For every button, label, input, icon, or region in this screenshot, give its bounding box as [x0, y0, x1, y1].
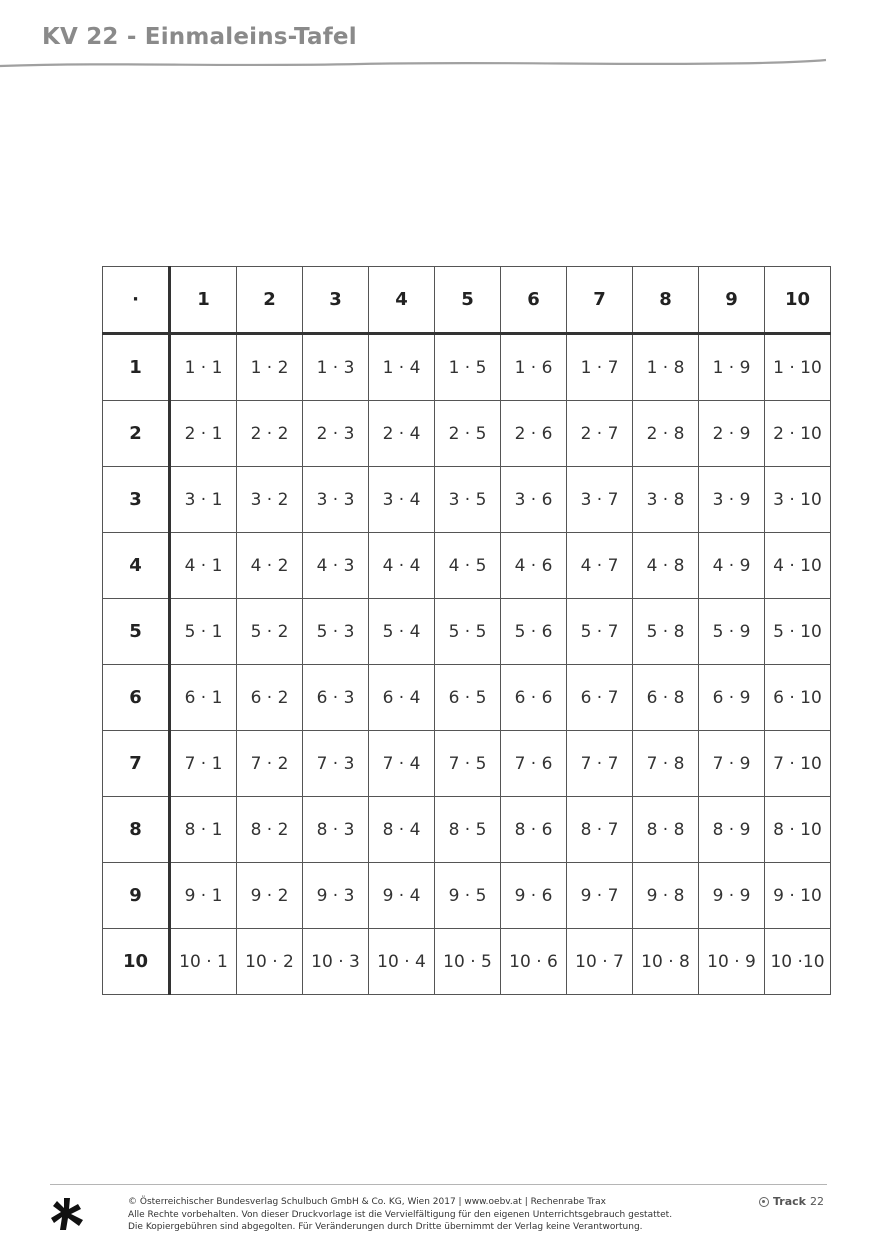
product-cell: 5 · 7	[567, 599, 633, 665]
copyright-line-3: Die Kopiergebühren sind abgegolten. Für Veränderungen durch Dritte übernimmt der Verlag keine Verantwortung.	[128, 1222, 643, 1232]
product-cell: 1 · 8	[633, 334, 699, 401]
row-header: 5	[103, 599, 170, 665]
product-cell: 2 · 3	[303, 401, 369, 467]
table-row	[103, 599, 831, 665]
product-cell: 6 · 7	[567, 665, 633, 731]
track-indicator	[759, 1195, 824, 1208]
product-cell: 8 · 10	[765, 797, 831, 863]
row-header: 4	[103, 533, 170, 599]
circle-dot-icon	[759, 1197, 769, 1207]
table-header-row	[103, 267, 831, 334]
product-cell: 3 · 3	[303, 467, 369, 533]
product-cell: 3 · 7	[567, 467, 633, 533]
product-cell: 1 · 3	[303, 334, 369, 401]
product-cell: 3 · 10	[765, 467, 831, 533]
product-cell: 4 · 5	[435, 533, 501, 599]
column-header: 2	[237, 267, 303, 334]
product-cell: 8 · 3	[303, 797, 369, 863]
product-cell: 8 · 2	[237, 797, 303, 863]
product-cell: 8 · 6	[501, 797, 567, 863]
oebv-logo-icon	[50, 1196, 86, 1232]
track-label: Track	[773, 1195, 806, 1208]
column-header: 4	[369, 267, 435, 334]
product-cell: 2 · 10	[765, 401, 831, 467]
row-header: 1	[103, 334, 170, 401]
table-row	[103, 334, 831, 401]
product-cell: 5 · 5	[435, 599, 501, 665]
product-cell: 9 · 1	[170, 863, 237, 929]
column-header: 5	[435, 267, 501, 334]
product-cell: 5 · 4	[369, 599, 435, 665]
product-cell: 10 · 9	[699, 929, 765, 995]
product-cell: 9 · 2	[237, 863, 303, 929]
product-cell: 6 · 6	[501, 665, 567, 731]
product-cell: 10 · 8	[633, 929, 699, 995]
table-row	[103, 863, 831, 929]
product-cell: 9 · 4	[369, 863, 435, 929]
product-cell: 4 · 10	[765, 533, 831, 599]
table-row	[103, 533, 831, 599]
product-cell: 6 · 8	[633, 665, 699, 731]
product-cell: 10 · 5	[435, 929, 501, 995]
product-cell: 5 · 1	[170, 599, 237, 665]
product-cell: 1 · 7	[567, 334, 633, 401]
column-header: 7	[567, 267, 633, 334]
product-cell: 5 · 10	[765, 599, 831, 665]
table-row	[103, 731, 831, 797]
product-cell: 10 · 6	[501, 929, 567, 995]
row-header: 7	[103, 731, 170, 797]
column-header: 10	[765, 267, 831, 334]
product-cell: 7 · 4	[369, 731, 435, 797]
footer-divider	[50, 1184, 827, 1185]
product-cell: 8 · 9	[699, 797, 765, 863]
table-row	[103, 665, 831, 731]
product-cell: 8 · 1	[170, 797, 237, 863]
product-cell: 3 · 1	[170, 467, 237, 533]
product-cell: 6 · 4	[369, 665, 435, 731]
column-header: 8	[633, 267, 699, 334]
product-cell: 2 · 2	[237, 401, 303, 467]
product-cell: 6 · 2	[237, 665, 303, 731]
product-cell: 1 · 2	[237, 334, 303, 401]
product-cell: 9 · 10	[765, 863, 831, 929]
product-cell: 1 · 10	[765, 334, 831, 401]
product-cell: 9 · 8	[633, 863, 699, 929]
product-cell: 2 · 1	[170, 401, 237, 467]
product-cell: 10 · 7	[567, 929, 633, 995]
column-header: 1	[170, 267, 237, 334]
row-header: 3	[103, 467, 170, 533]
product-cell: 4 · 4	[369, 533, 435, 599]
product-cell: 6 · 1	[170, 665, 237, 731]
copyright-notice	[128, 1196, 728, 1234]
row-header: 6	[103, 665, 170, 731]
product-cell: 1 · 5	[435, 334, 501, 401]
table-row	[103, 467, 831, 533]
product-cell: 4 · 1	[170, 533, 237, 599]
product-cell: 10 · 3	[303, 929, 369, 995]
copyright-line-2: Alle Rechte vorbehalten. Von dieser Druckvorlage ist die Vervielfältigung für den eigenen Unterrichtsgebrauch gestattet.	[128, 1209, 673, 1220]
product-cell: 4 · 2	[237, 533, 303, 599]
product-cell: 3 · 9	[699, 467, 765, 533]
product-cell: 7 · 1	[170, 731, 237, 797]
product-cell: 1 · 6	[501, 334, 567, 401]
table-row	[103, 797, 831, 863]
product-cell: 5 · 6	[501, 599, 567, 665]
product-cell: 2 · 9	[699, 401, 765, 467]
product-cell: 3 · 4	[369, 467, 435, 533]
multiplication-table	[102, 266, 831, 995]
column-header: 9	[699, 267, 765, 334]
table-row	[103, 401, 831, 467]
track-number: 22	[810, 1195, 824, 1208]
product-cell: 4 · 9	[699, 533, 765, 599]
product-cell: 2 · 4	[369, 401, 435, 467]
product-cell: 2 · 8	[633, 401, 699, 467]
column-header: 3	[303, 267, 369, 334]
product-cell: 7 · 7	[567, 731, 633, 797]
product-cell: 9 · 9	[699, 863, 765, 929]
product-cell: 1 · 4	[369, 334, 435, 401]
product-cell: 3 · 5	[435, 467, 501, 533]
product-cell: 4 · 6	[501, 533, 567, 599]
product-cell: 7 · 2	[237, 731, 303, 797]
row-header: 9	[103, 863, 170, 929]
product-cell: 9 · 5	[435, 863, 501, 929]
product-cell: 10 · 4	[369, 929, 435, 995]
product-cell: 4 · 3	[303, 533, 369, 599]
product-cell: 8 · 4	[369, 797, 435, 863]
product-cell: 8 · 7	[567, 797, 633, 863]
product-cell: 6 · 10	[765, 665, 831, 731]
product-cell: 3 · 6	[501, 467, 567, 533]
product-cell: 5 · 2	[237, 599, 303, 665]
product-cell: 5 · 9	[699, 599, 765, 665]
product-cell: 7 · 10	[765, 731, 831, 797]
product-cell: 6 · 3	[303, 665, 369, 731]
row-header: 8	[103, 797, 170, 863]
product-cell: 8 · 5	[435, 797, 501, 863]
product-cell: 4 · 7	[567, 533, 633, 599]
product-cell: 7 · 8	[633, 731, 699, 797]
copyright-line-1: © Österreichischer Bundesverlag Schulbuch GmbH & Co. KG, Wien 2017 | www.oebv.at | Rechenrabe Trax	[128, 1197, 606, 1207]
product-cell: 9 · 6	[501, 863, 567, 929]
product-cell: 5 · 8	[633, 599, 699, 665]
product-cell: 2 · 6	[501, 401, 567, 467]
product-cell: 7 · 5	[435, 731, 501, 797]
product-cell: 2 · 5	[435, 401, 501, 467]
product-cell: 8 · 8	[633, 797, 699, 863]
row-header: 10	[103, 929, 170, 995]
product-cell: 7 · 6	[501, 731, 567, 797]
product-cell: 10 · 2	[237, 929, 303, 995]
product-cell: 3 · 8	[633, 467, 699, 533]
product-cell: 1 · 9	[699, 334, 765, 401]
table-row	[103, 929, 831, 995]
product-cell: 2 · 7	[567, 401, 633, 467]
column-header: 6	[501, 267, 567, 334]
product-cell: 1 · 1	[170, 334, 237, 401]
product-cell: 10 ·10	[765, 929, 831, 995]
product-cell: 6 · 9	[699, 665, 765, 731]
product-cell: 9 · 3	[303, 863, 369, 929]
corner-cell: ·	[103, 267, 170, 334]
product-cell: 7 · 9	[699, 731, 765, 797]
product-cell: 4 · 8	[633, 533, 699, 599]
row-header: 2	[103, 401, 170, 467]
product-cell: 6 · 5	[435, 665, 501, 731]
product-cell: 10 · 1	[170, 929, 237, 995]
product-cell: 9 · 7	[567, 863, 633, 929]
title-underline	[0, 56, 890, 70]
product-cell: 7 · 3	[303, 731, 369, 797]
page-title: KV 22 - Einmaleins-Tafel	[42, 24, 357, 50]
product-cell: 5 · 3	[303, 599, 369, 665]
product-cell: 3 · 2	[237, 467, 303, 533]
